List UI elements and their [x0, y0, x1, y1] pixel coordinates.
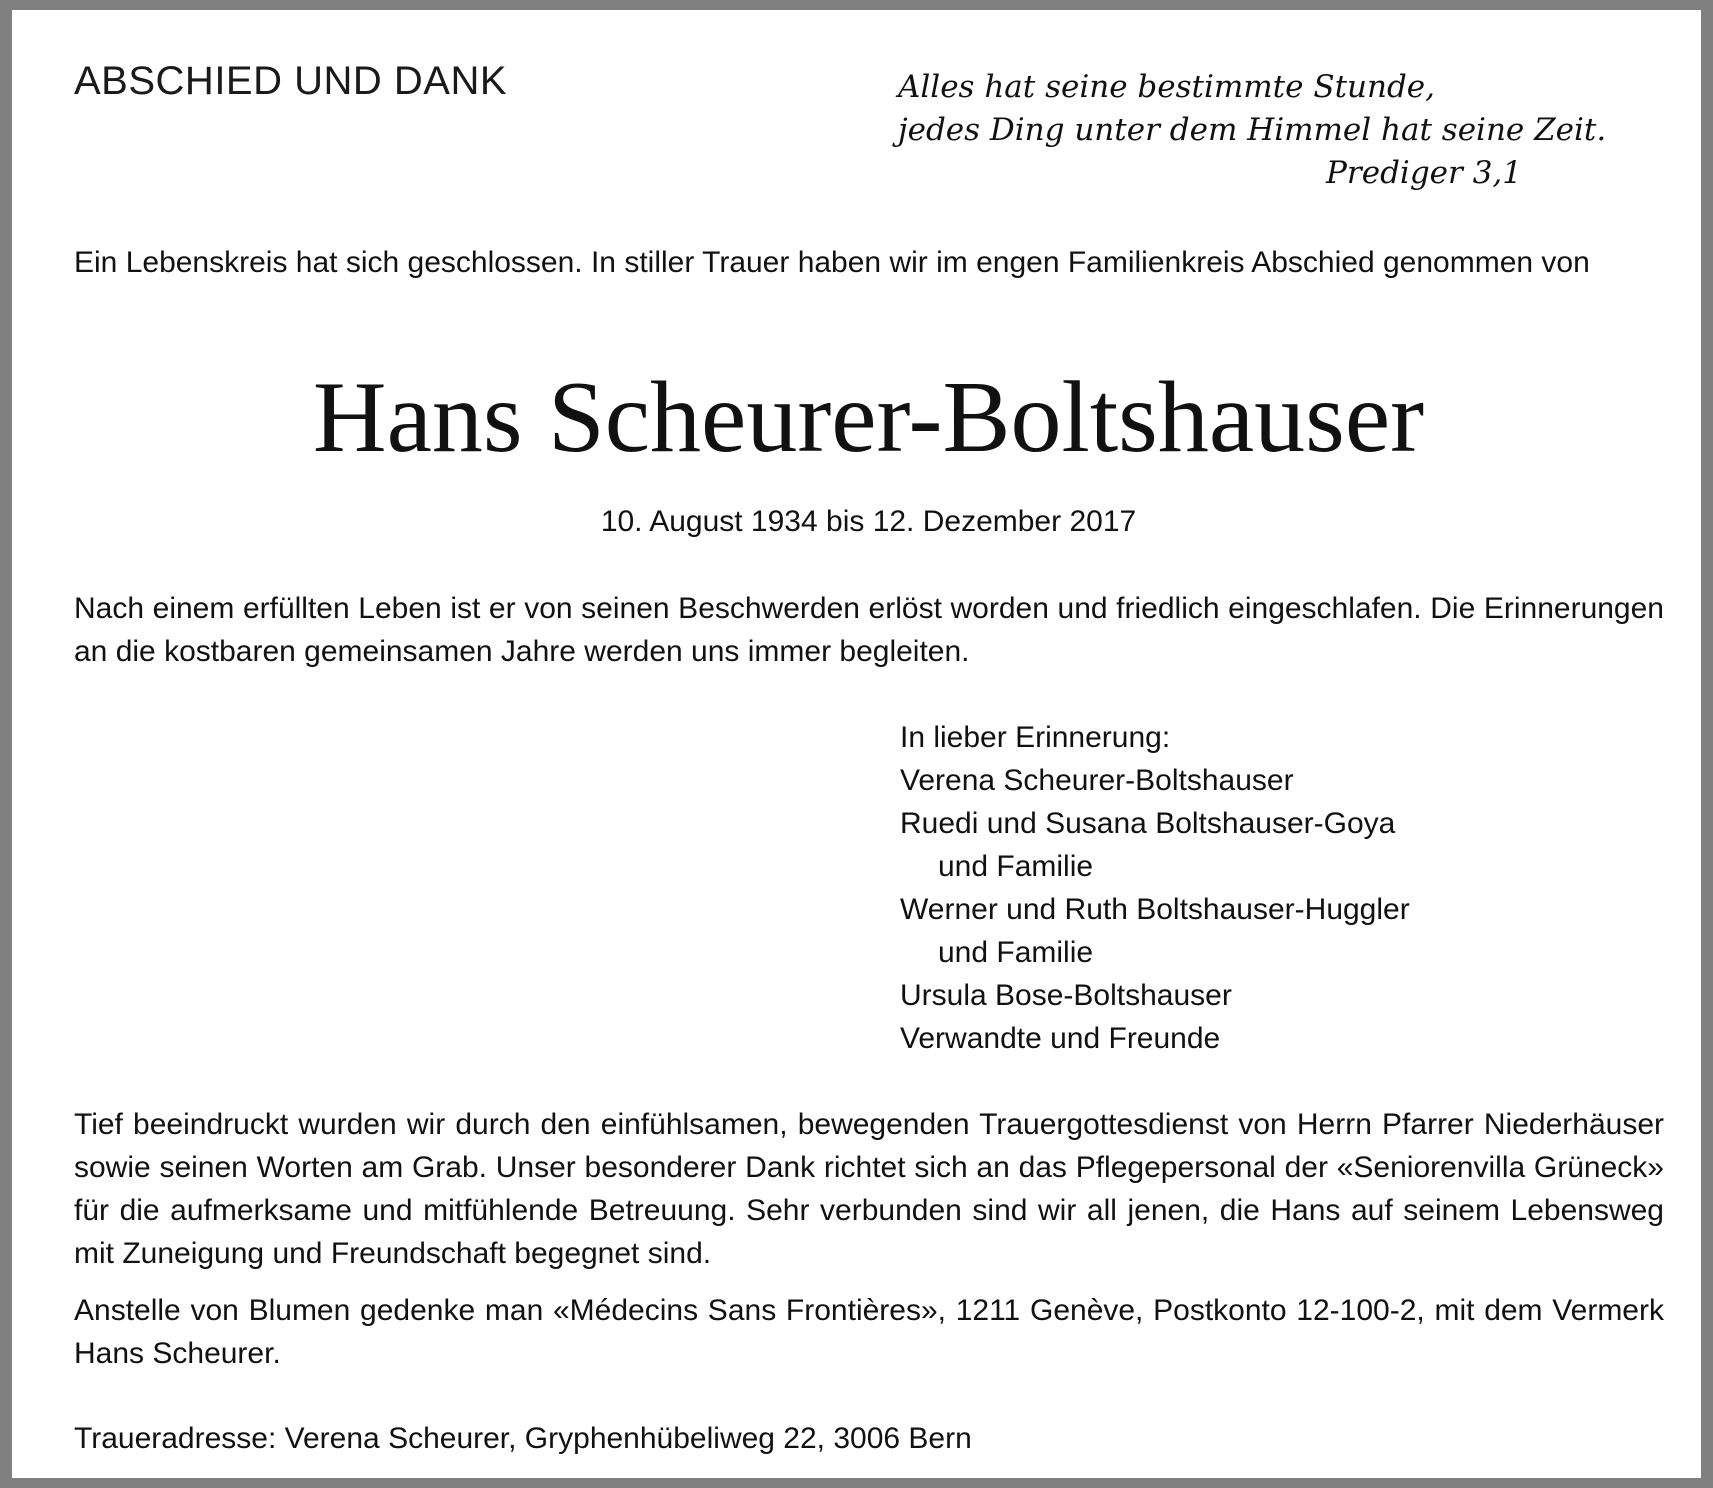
life-dates: 10. August 1934 bis 12. Dezember 2017: [600, 505, 1137, 538]
mourners-list: [900, 716, 1410, 1060]
donation-paragraph: Anstelle von Blumen gedenke man «Médecins Sans Frontières», 1211 Genève, Postkonto 12-100-2, mit dem Vermerk Hans Scheurer.: [74, 1294, 1664, 1370]
mourner-line: Verena Scheurer-Boltshauser: [900, 764, 1294, 797]
mourning-address: Traueradresse: Verena Scheurer, Gryphenhübeliweg 22, 3006 Bern: [74, 1422, 972, 1455]
quote-line-2: jedes Ding unter dem Himmel hat seine Zeit.: [898, 112, 1607, 148]
deceased-name: Hans Scheurer-Boltshauser: [312, 361, 1425, 474]
mourner-line: und Familie: [938, 936, 1094, 969]
thanks-paragraph: Tief beeindruckt wurden wir durch den einfühlsamen, bewegenden Trauergottesdienst von Herrn Pfarrer Niederhäuser sowie seinen Worten am Grab. Unser besonderer Dank richtet sich an das Pflegepersonal der «Seniorenvilla Grüneck» für die aufmerksame und mitfühlende Betreuung. Sehr verbunden sind wir all jenen, die Hans auf seinem Lebensweg mit Zuneigung und Freundschaft begegnet sind.: [74, 1108, 1664, 1270]
farewell-paragraph: Nach einem erfüllten Leben ist er von seinen Beschwerden erlöst worden und friedlich eingeschlafen. Die Erinnerungen an die kostbaren gemeinsamen Jahre werden uns immer begleiten.: [74, 592, 1664, 668]
mourner-line: Ursula Bose-Boltshauser: [900, 979, 1232, 1012]
quote-line-1: Alles hat seine bestimmte Stunde,: [898, 69, 1436, 105]
mourner-line: Ruedi und Susana Boltshauser-Goya: [900, 807, 1396, 840]
mourner-line: Werner und Ruth Boltshauser-Huggler: [900, 893, 1410, 926]
intro-text: Ein Lebenskreis hat sich geschlossen. In stiller Trauer haben wir im engen Familienkreis Abschied genommen von: [74, 246, 1590, 279]
mourners-intro: In lieber Erinnerung:: [900, 721, 1171, 754]
quote-source: Prediger 3,1: [1326, 155, 1522, 191]
bible-quote: [898, 66, 1607, 195]
notice-heading: ABSCHIED UND DANK: [74, 59, 508, 103]
mourner-line: und Familie: [938, 850, 1094, 883]
mourner-line: Verwandte und Freunde: [900, 1022, 1221, 1055]
